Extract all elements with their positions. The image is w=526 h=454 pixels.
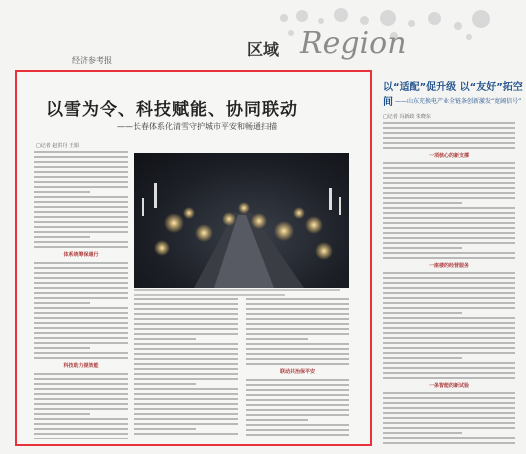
text-line	[383, 247, 462, 249]
text-line	[246, 298, 349, 300]
section-subhead: 一座楼的经营服务	[428, 263, 469, 269]
text-line	[34, 292, 128, 294]
text-line	[34, 186, 128, 188]
text-line	[383, 352, 515, 354]
text-line	[383, 312, 462, 314]
text-line	[246, 318, 349, 320]
text-line	[383, 257, 515, 259]
text-line	[246, 313, 349, 315]
text-line	[246, 419, 308, 421]
text-line	[246, 384, 349, 386]
text-line	[383, 272, 515, 274]
text-line	[383, 142, 515, 144]
text-line	[34, 312, 128, 314]
text-line	[383, 232, 515, 234]
text-line	[134, 383, 196, 385]
text-line	[34, 206, 128, 208]
text-line	[34, 171, 128, 173]
text-line	[134, 378, 238, 380]
text-line	[383, 202, 462, 204]
text-line	[134, 338, 196, 340]
text-line	[383, 337, 515, 339]
text-line	[383, 437, 515, 439]
text-line	[383, 287, 515, 289]
text-line	[383, 392, 515, 394]
text-line	[34, 156, 128, 158]
text-line	[383, 162, 515, 164]
text-line	[134, 363, 238, 365]
article-text-column-1	[34, 151, 128, 439]
text-line	[246, 363, 349, 365]
text-line	[34, 408, 128, 410]
page-header	[0, 0, 526, 66]
right-article-subheadline: ——山东充换电产业全链条创新激发“宽阔信号”	[395, 98, 522, 105]
text-line	[34, 176, 128, 178]
section-subhead: 联动共治保平安	[279, 369, 315, 375]
text-line	[383, 367, 515, 369]
text-line	[383, 172, 515, 174]
text-line	[134, 388, 238, 390]
text-line	[383, 427, 515, 429]
text-line	[34, 423, 128, 425]
text-line	[383, 377, 515, 379]
text-line	[383, 137, 515, 139]
text-line	[383, 212, 515, 214]
text-line	[134, 428, 196, 430]
text-line	[246, 323, 349, 325]
text-line	[383, 297, 515, 299]
text-line	[34, 307, 128, 309]
text-line	[34, 297, 128, 299]
text-line	[246, 389, 349, 391]
text-line	[383, 217, 515, 219]
text-line	[383, 302, 515, 304]
text-line	[383, 422, 515, 424]
text-line	[134, 398, 238, 400]
text-line	[34, 196, 128, 198]
text-line	[34, 181, 128, 183]
text-line	[246, 303, 349, 305]
text-line	[34, 383, 128, 385]
text-line	[34, 277, 128, 279]
text-line	[134, 328, 238, 330]
text-line	[383, 192, 515, 194]
text-line	[34, 201, 128, 203]
text-line	[134, 373, 238, 375]
right-article-text-column	[383, 122, 515, 444]
text-line	[383, 342, 515, 344]
text-line	[246, 358, 349, 360]
text-line	[383, 407, 515, 409]
text-line	[383, 307, 515, 309]
text-line	[383, 242, 515, 244]
article-subheadline: ——长春体系化清雪守护城市平安和畅通扫描	[117, 122, 277, 131]
text-line	[246, 379, 349, 381]
section-title: 区域	[247, 40, 280, 59]
text-line	[34, 332, 128, 334]
text-line	[134, 408, 238, 410]
text-line	[383, 347, 515, 349]
text-line	[134, 343, 238, 345]
text-line	[246, 414, 349, 416]
text-line	[34, 287, 128, 289]
text-line	[383, 397, 515, 399]
text-line	[34, 378, 128, 380]
right-article-byline: □记者 冯新政 朱晓东	[383, 114, 431, 120]
text-line	[134, 418, 238, 420]
section-subhead: 体系统筹保通行	[63, 252, 99, 258]
article-byline: □记者 赵洪丹 王娟	[36, 143, 79, 149]
text-line	[383, 207, 515, 209]
text-line	[246, 348, 349, 350]
text-line	[34, 241, 128, 243]
text-line	[34, 231, 128, 233]
text-line	[134, 433, 238, 435]
text-line	[246, 429, 349, 431]
text-line	[34, 337, 128, 339]
text-line	[34, 342, 128, 344]
text-line	[383, 327, 515, 329]
text-line	[34, 282, 128, 284]
text-line	[383, 277, 515, 279]
text-line	[34, 438, 128, 439]
text-line	[34, 428, 128, 430]
text-line	[246, 308, 349, 310]
text-line	[134, 303, 238, 305]
text-line	[383, 222, 515, 224]
text-line	[246, 353, 349, 355]
text-line	[383, 372, 515, 374]
section-title-english: Region	[300, 26, 407, 61]
text-line	[34, 322, 128, 324]
text-line	[383, 132, 515, 134]
text-line	[383, 167, 515, 169]
text-line	[246, 328, 349, 330]
text-line	[134, 318, 238, 320]
text-line	[34, 262, 128, 264]
text-line	[34, 433, 128, 435]
text-line	[383, 442, 515, 444]
text-line	[383, 227, 515, 229]
text-line	[34, 226, 128, 228]
text-line	[34, 398, 128, 400]
text-line	[134, 298, 238, 300]
text-line	[246, 333, 349, 335]
text-line	[383, 292, 515, 294]
section-subhead: 一项核心的新支撑	[428, 153, 469, 159]
text-line	[134, 413, 238, 415]
article-text-column-3	[246, 298, 349, 440]
text-line	[383, 177, 515, 179]
right-article-headline: 以“适配”促升级 以“友好”拓空间	[383, 82, 523, 108]
text-line	[383, 282, 515, 284]
text-line	[383, 237, 515, 239]
text-line	[34, 211, 128, 213]
text-line	[134, 353, 238, 355]
text-line	[34, 388, 128, 390]
text-line	[383, 127, 515, 129]
text-line	[34, 413, 90, 415]
text-line	[34, 347, 90, 349]
text-line	[246, 399, 349, 401]
text-line	[34, 357, 128, 359]
text-line	[34, 393, 128, 395]
text-line	[246, 394, 349, 396]
text-line	[34, 216, 128, 218]
section-subhead: 科技助力提效能	[63, 363, 99, 369]
text-line	[34, 317, 128, 319]
text-line	[34, 191, 90, 193]
text-line	[383, 332, 515, 334]
text-line	[34, 373, 128, 375]
text-line	[34, 161, 128, 163]
text-line	[383, 182, 515, 184]
text-line	[34, 352, 128, 354]
text-line	[34, 302, 90, 304]
text-line	[34, 418, 128, 420]
text-line	[134, 423, 238, 425]
text-line	[246, 434, 349, 436]
text-line	[134, 368, 238, 370]
text-line	[134, 333, 238, 335]
text-line	[383, 402, 515, 404]
section-subhead: 一条智能的新试验	[428, 383, 469, 389]
text-line	[34, 327, 128, 329]
text-line	[383, 357, 462, 359]
text-line	[134, 403, 238, 405]
text-line	[134, 313, 238, 315]
text-line	[383, 417, 515, 419]
text-line	[134, 308, 238, 310]
text-line	[383, 197, 515, 199]
text-line	[246, 338, 308, 340]
text-line	[34, 267, 128, 269]
text-line	[34, 246, 128, 248]
text-line	[134, 323, 238, 325]
text-line	[134, 348, 238, 350]
text-line	[34, 272, 128, 274]
text-line	[383, 252, 515, 254]
text-line	[246, 404, 349, 406]
article-text-column-2	[134, 298, 238, 440]
text-line	[246, 343, 349, 345]
text-line	[383, 147, 515, 149]
text-line	[383, 412, 515, 414]
text-line	[383, 362, 515, 364]
text-line	[34, 221, 128, 223]
text-line	[246, 409, 349, 411]
text-line	[383, 317, 515, 319]
text-line	[383, 322, 515, 324]
text-line	[383, 432, 462, 434]
text-line	[34, 403, 128, 405]
text-line	[383, 187, 515, 189]
night-city-photo	[134, 153, 349, 288]
text-line	[383, 122, 515, 124]
text-line	[34, 166, 128, 168]
masthead: 经济参考报	[72, 56, 112, 65]
text-line	[34, 236, 90, 238]
article-headline: 以雪为令、科技赋能、协同联动	[46, 100, 298, 120]
text-line	[134, 393, 238, 395]
text-line	[134, 358, 238, 360]
text-line	[246, 424, 349, 426]
text-line	[34, 151, 128, 153]
